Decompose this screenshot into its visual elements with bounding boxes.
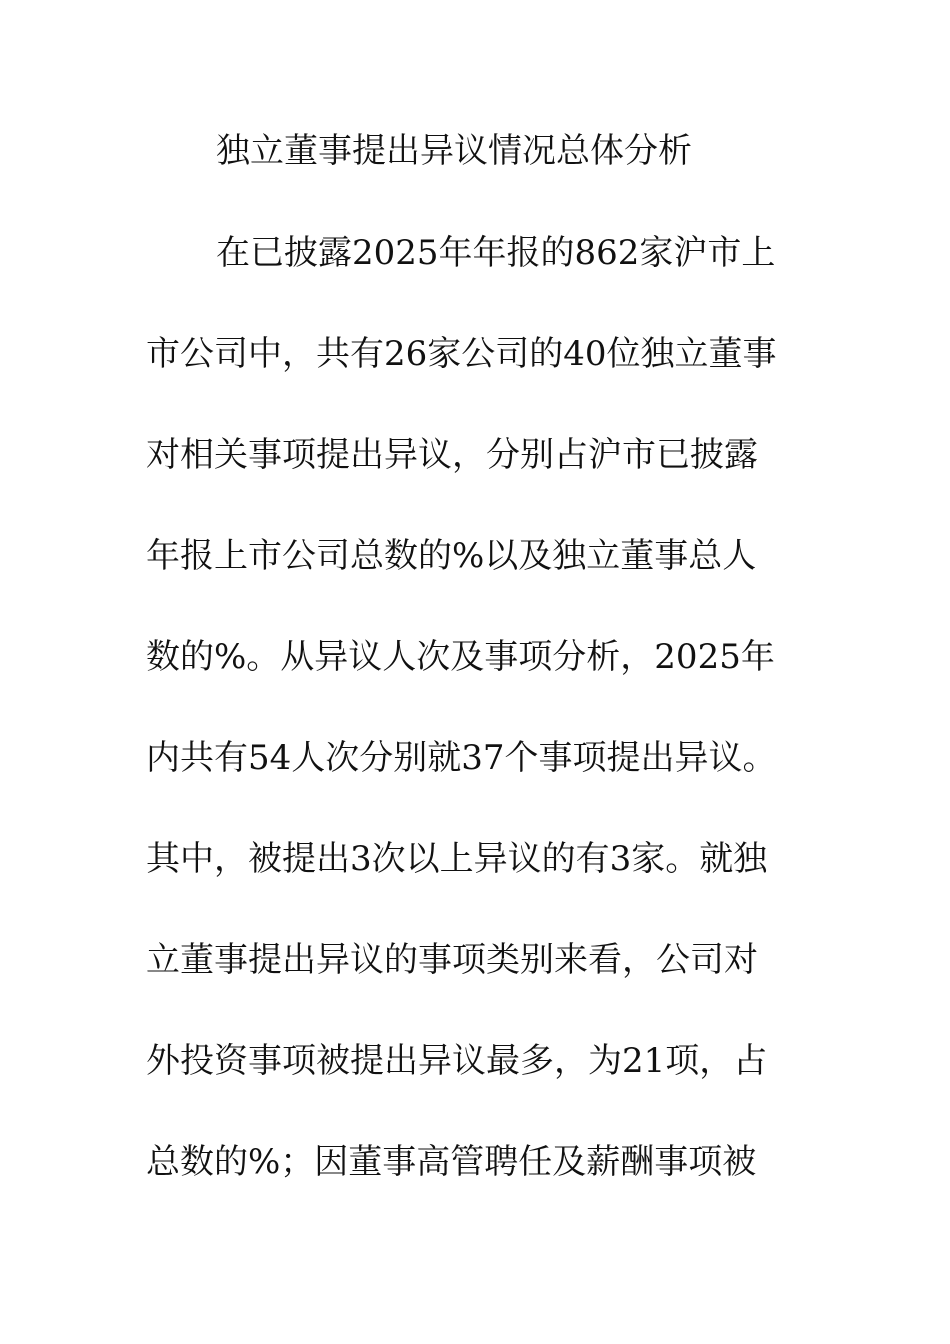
paragraph-line: 对相关事项提出异议，分别占沪市已披露: [146, 435, 758, 475]
paragraph-line: 总数的%；因董事高管聘任及薪酬事项被: [146, 1142, 757, 1182]
paragraph-line: 数的%。从异议人次及事项分析，2025年: [146, 637, 775, 677]
section-title: 独立董事提出异议情况总体分析: [216, 131, 692, 171]
paragraph-line: 内共有54人次分别就37个事项提出异议。: [146, 738, 777, 778]
paragraph-line: 年报上市公司总数的%以及独立董事总人: [146, 536, 757, 576]
paragraph-line: 其中，被提出3次以上异议的有3家。就独: [146, 839, 768, 879]
paragraph-line: 外投资事项被提出异议最多，为21项，占: [146, 1041, 768, 1081]
body-paragraph: [146, 225, 816, 1235]
paragraph-line: 在已披露2025年年报的862家沪市上: [216, 233, 776, 273]
paragraph-line: 立董事提出异议的事项类别来看，公司对: [146, 940, 758, 980]
paragraph-line: 市公司中，共有26家公司的40位独立董事: [146, 334, 777, 374]
